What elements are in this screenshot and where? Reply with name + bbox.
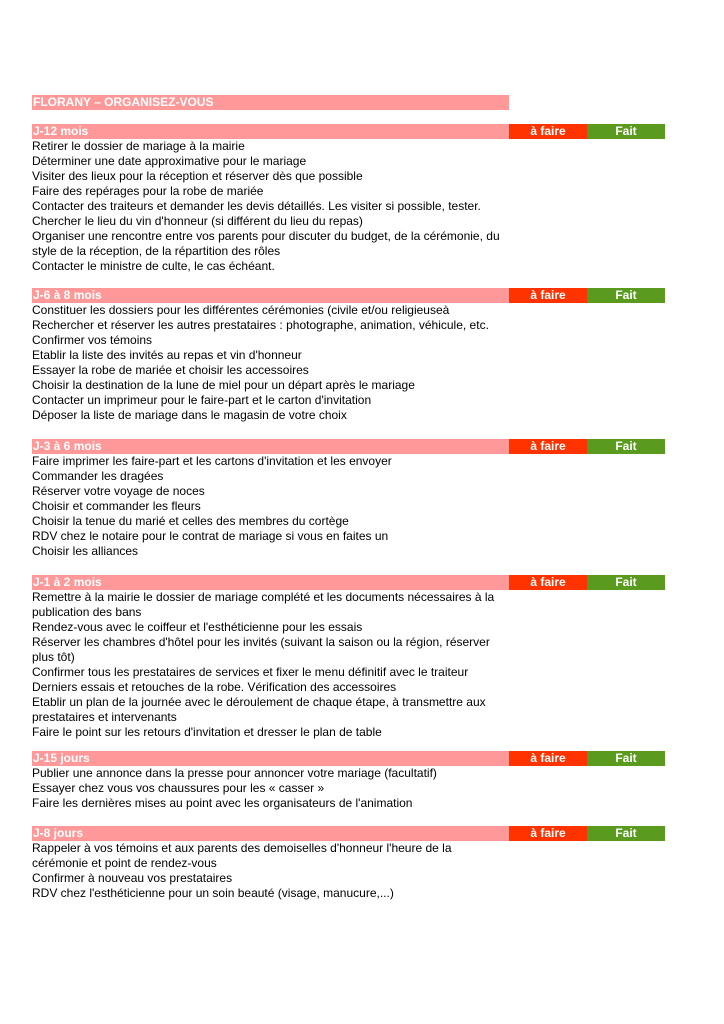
section-title: J-8 jours <box>32 826 509 841</box>
task-list <box>32 590 509 740</box>
section-title: J-12 mois <box>32 124 509 139</box>
task-list <box>32 841 509 901</box>
task-item: Contacter un imprimeur pour le faire-part et le carton d'invitation <box>32 393 372 407</box>
task-item: Faire imprimer les faire-part et les cartons d'invitation et les envoyer <box>32 454 392 468</box>
task-item: RDV chez le notaire pour le contrat de mariage si vous en faites un <box>32 529 389 543</box>
section-j15 <box>32 751 665 811</box>
section-title: J-15 jours <box>32 751 509 766</box>
task-item: Etablir la liste des invités au repas et vin d'honneur <box>32 348 302 362</box>
section-j6-8 <box>32 288 665 423</box>
task-item: Choisir la destination de la lune de miel pour un départ après le mariage <box>32 378 415 392</box>
page-title: FLORANY – ORGANISEZ-VOUS <box>32 95 509 110</box>
done-column-header: Fait <box>587 288 665 303</box>
task-item: Choisir et commander les fleurs <box>32 499 201 513</box>
task-item: Chercher le lieu du vin d'honneur (si différent du lieu du repas) <box>32 214 363 228</box>
todo-column-header: à faire <box>509 826 587 841</box>
task-item: Commander les dragées <box>32 469 164 483</box>
task-item: Publier une annonce dans la presse pour annoncer votre mariage (facultatif) <box>32 766 437 780</box>
todo-column-header: à faire <box>509 751 587 766</box>
task-list <box>32 454 509 559</box>
section-header <box>32 575 665 590</box>
todo-column-header: à faire <box>509 439 587 454</box>
section-header <box>32 826 665 841</box>
todo-column-header: à faire <box>509 288 587 303</box>
task-item: Constituer les dossiers pour les différentes cérémonies (civile et/ou religieuseà <box>32 303 450 317</box>
task-item: Organiser une rencontre entre vos parents pour discuter du budget, de la cérémonie, du style de la réception, de la répartition des rôles <box>32 229 500 258</box>
done-column-header: Fait <box>587 575 665 590</box>
task-item: Retirer le dossier de mariage à la mairie <box>32 139 245 153</box>
task-item: Choisir la tenue du marié et celles des membres du cortège <box>32 514 349 528</box>
section-title: J-3 à 6 mois <box>32 439 509 454</box>
task-item: Derniers essais et retouches de la robe. Vérification des accessoires <box>32 680 397 694</box>
task-item: Choisir les alliances <box>32 544 139 558</box>
section-j12 <box>32 124 665 274</box>
task-item: Contacter des traiteurs et demander les devis détaillés. Les visiter si possible, tester. <box>32 199 481 213</box>
task-item: Rechercher et réserver les autres prestataires : photographe, animation, véhicule, etc. <box>32 318 489 332</box>
section-header <box>32 124 665 139</box>
task-item: Confirmer à nouveau vos prestataires <box>32 871 233 885</box>
task-item: Faire des repérages pour la robe de mariée <box>32 184 264 198</box>
section-j8 <box>32 826 665 901</box>
task-item: Faire le point sur les retours d'invitation et dresser le plan de table <box>32 725 382 739</box>
task-item: Réserver votre voyage de noces <box>32 484 205 498</box>
task-item: RDV chez l'esthéticienne pour un soin beauté (visage, manucure,...) <box>32 886 394 900</box>
task-item: Déterminer une date approximative pour le mariage <box>32 154 307 168</box>
task-item: Réserver les chambres d'hôtel pour les invités (suivant la saison ou la région, réserver plus tôt) <box>32 635 490 664</box>
done-column-header: Fait <box>587 751 665 766</box>
section-header <box>32 288 665 303</box>
task-item: Visiter des lieux pour la réception et réserver dès que possible <box>32 169 363 183</box>
task-item: Faire les dernières mises au point avec les organisateurs de l'animation <box>32 796 413 810</box>
done-column-header: Fait <box>587 826 665 841</box>
task-item: Confirmer tous les prestataires de services et fixer le menu définitif avec le traiteur <box>32 665 469 679</box>
section-header <box>32 439 665 454</box>
todo-column-header: à faire <box>509 575 587 590</box>
task-item: Déposer la liste de mariage dans le magasin de votre choix <box>32 408 347 422</box>
task-list <box>32 766 509 811</box>
section-header <box>32 751 665 766</box>
section-j1-2 <box>32 575 665 740</box>
done-column-header: Fait <box>587 124 665 139</box>
task-item: Essayer la robe de mariée et choisir les accessoires <box>32 363 309 377</box>
section-j3-6 <box>32 439 665 559</box>
task-item: Essayer chez vous vos chaussures pour les « casser » <box>32 781 325 795</box>
section-title: J-6 à 8 mois <box>32 288 509 303</box>
task-item: Rendez-vous avec le coiffeur et l'esthéticienne pour les essais <box>32 620 363 634</box>
done-column-header: Fait <box>587 439 665 454</box>
task-list <box>32 303 509 423</box>
task-item: Remettre à la mairie le dossier de mariage complété et les documents nécessaires à la publication des bans <box>32 590 495 619</box>
task-item: Rappeler à vos témoins et aux parents des demoiselles d'honneur l'heure de la cérémonie et point de rendez-vous <box>32 841 452 870</box>
task-item: Confirmer vos témoins <box>32 333 153 347</box>
task-item: Etablir un plan de la journée avec le déroulement de chaque étape, à transmettre aux prestataires et intervenants <box>32 695 486 724</box>
task-list <box>32 139 509 274</box>
task-item: Contacter le ministre de culte, le cas échéant. <box>32 259 275 273</box>
section-title: J-1 à 2 mois <box>32 575 509 590</box>
todo-column-header: à faire <box>509 124 587 139</box>
